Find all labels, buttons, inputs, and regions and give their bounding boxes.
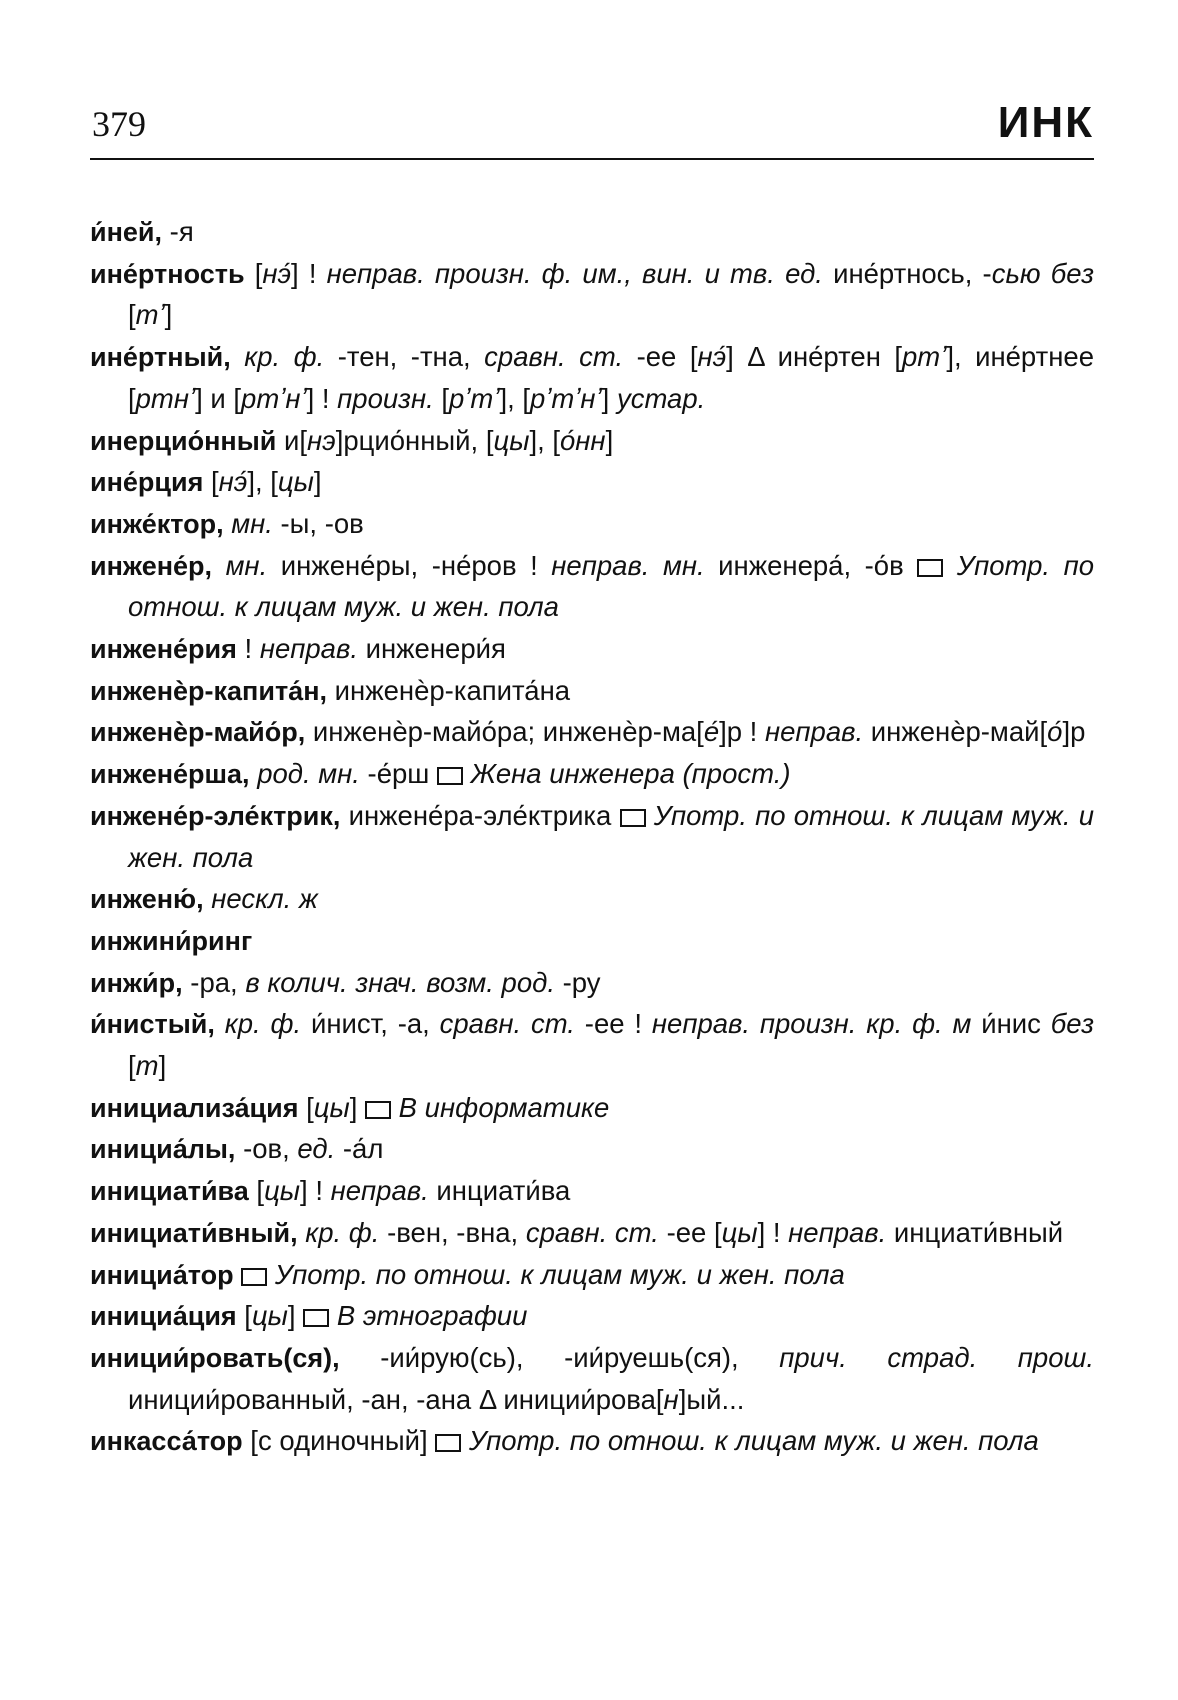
entry-headword: ине́рция [90, 467, 204, 498]
entry-note: мн. [231, 507, 273, 539]
dictionary-entry [90, 504, 1094, 546]
dictionary-entry [90, 337, 1094, 420]
entry-note: сравн. ст. [484, 341, 624, 373]
dictionary-entry [90, 963, 1094, 1005]
entry-text: ] ! [291, 257, 327, 289]
entry-note: сравн. ст. [525, 1216, 659, 1248]
entry-note: цы [277, 466, 314, 498]
entry-text: инженѐр-майо́ра; инженѐр-ма[ [305, 716, 704, 748]
dictionary-entry [90, 1338, 1094, 1421]
running-head: ИНК [997, 98, 1094, 147]
entry-text: и́нис [971, 1008, 1051, 1040]
entry-text: ] [601, 382, 617, 414]
entry-text: -е́рш [359, 758, 437, 790]
entry-text: [ [203, 466, 219, 498]
entry-headword: инкасса́тор [90, 1426, 243, 1457]
entry-note: неправ. [259, 633, 358, 665]
entry-text: -ее [ [623, 341, 698, 373]
entry-note: неправ. произн. кр. ф. м [651, 1008, 972, 1040]
entry-note: сравн. ст. [439, 1008, 575, 1040]
entry-note: нескл. ж [211, 883, 318, 915]
entry-text [231, 341, 244, 372]
dictionary-entry [90, 629, 1094, 671]
entry-text: инжене́ры, -не́ров ! [267, 549, 552, 581]
entry-note: род. мн. [257, 758, 360, 790]
entry-note: нэ́ [697, 341, 727, 373]
usage-box-icon [303, 1309, 329, 1327]
entry-note: н [663, 1383, 679, 1415]
entry-text: ]ый... [678, 1383, 745, 1415]
entry-note: В информатике [398, 1091, 610, 1123]
entry-text [329, 1300, 337, 1331]
entry-text [212, 550, 226, 581]
entry-note: цы [313, 1091, 350, 1123]
entry-text: -я [162, 216, 194, 247]
dictionary-entry [90, 546, 1094, 629]
dictionary-entry [90, 712, 1094, 754]
usage-box-icon [435, 1434, 461, 1452]
entry-text: инциати́вный [886, 1216, 1064, 1248]
entry-text [943, 550, 957, 581]
entry-note: цы [264, 1175, 301, 1207]
entry-text: -а́л [335, 1133, 384, 1165]
dictionary-entry [90, 921, 1094, 963]
entry-note: В этнографии [336, 1300, 528, 1332]
entry-note: кр. ф. [244, 341, 325, 373]
entry-text: -ии́рую(сь), -ии́руешь(ся), [339, 1341, 780, 1373]
entry-headword: инициати́вный, [90, 1217, 298, 1248]
entry-note: ртʼнʼ [241, 382, 307, 414]
dictionary-entry [90, 754, 1094, 796]
dictionary-entry [90, 1088, 1094, 1130]
entry-note: неправ. произн. ф. им., вин. и тв. ед. [326, 257, 823, 289]
entry-text: ] [287, 1300, 304, 1332]
entry-text [391, 1092, 399, 1123]
entry-headword: инжене́рша, [90, 759, 250, 790]
dictionary-entry [90, 796, 1094, 879]
entry-text: ] [158, 1050, 167, 1082]
entry-headword: инерцио́нный [90, 425, 277, 456]
entry-note: Употр. по отнош. к лицам муж. и жен. пола [128, 549, 1094, 623]
usage-box-icon [365, 1101, 391, 1119]
dictionary-entries [90, 212, 1094, 1463]
entry-headword: и́нистый, [90, 1009, 215, 1040]
usage-box-icon [437, 767, 463, 785]
dictionary-entry [90, 212, 1094, 254]
entry-text: ] ! [300, 1175, 331, 1207]
entry-note: произн. [337, 382, 434, 414]
entry-note: неправ. мн. [551, 549, 705, 581]
dictionary-entry [90, 254, 1094, 337]
entry-headword: инжи́р, [90, 967, 183, 998]
entry-text: ]рцио́нный, [ [335, 424, 494, 456]
entry-headword: иниции́ровать(ся), [90, 1342, 340, 1373]
entry-note: ртнʼ [135, 382, 196, 414]
entry-text: инженѐр-май[ [863, 716, 1048, 748]
entry-text: ], [ [247, 466, 278, 498]
entry-note: нэ́ [262, 257, 292, 289]
entry-note: цы [493, 424, 530, 456]
entry-text: иниции́рованный, -ан, -ана Δ иниции́рова[ [128, 1383, 664, 1415]
entry-text: [с одиночный] [242, 1425, 436, 1457]
entry-text: инжене́ра-эле́ктрика [340, 799, 620, 831]
entry-headword: инжене́р, [90, 550, 213, 581]
entry-note: в колич. знач. возм. род. [245, 966, 555, 998]
dictionary-entry [90, 1004, 1094, 1087]
entry-note: кр. ф. [305, 1216, 380, 1248]
entry-text [234, 1259, 242, 1290]
entry-headword: инжини́ринг [90, 925, 253, 956]
entry-text: -ы, -ов [272, 507, 364, 539]
entry-note: нэ́ [218, 466, 248, 498]
entry-text: [ [433, 382, 450, 414]
entry-note: сью без [991, 257, 1095, 289]
entry-note: рʼтʼнʼ [530, 382, 602, 414]
usage-box-icon [620, 809, 646, 827]
entry-text: [ [128, 1050, 136, 1082]
entry-headword: инженѐр-майо́р, [90, 717, 306, 748]
entry-text: [ [298, 1091, 314, 1123]
entry-note: рʼтʼ [449, 382, 500, 414]
entry-text: инженѐр-капита́на [327, 674, 571, 706]
entry-note: цы [721, 1216, 758, 1248]
dictionary-entry [90, 671, 1094, 713]
entry-note: неправ. [764, 716, 864, 748]
entry-note: устар. [616, 382, 706, 414]
entry-note: о́ [1047, 716, 1063, 748]
entry-text: ]р ! [719, 716, 765, 748]
entry-headword: инициа́лы, [90, 1134, 236, 1165]
entry-text: инженери́я [357, 633, 506, 665]
entry-headword: и́ней, [90, 217, 163, 247]
entry-note: о́нн [560, 424, 606, 456]
entry-note: ед. [297, 1133, 336, 1165]
dictionary-entry [90, 1129, 1094, 1171]
entry-text: ] [349, 1091, 366, 1123]
dictionary-entry [90, 1421, 1094, 1463]
entry-note: тʼ [135, 299, 165, 331]
entry-note: мн. [225, 549, 268, 581]
entry-text: [ [128, 299, 136, 331]
dictionary-entry [90, 421, 1094, 463]
entry-note: Употр. по отнош. к лицам муж. и жен. пола [128, 799, 1094, 873]
dictionary-entry [90, 1255, 1094, 1297]
dictionary-entry [90, 1171, 1094, 1213]
usage-box-icon [241, 1268, 267, 1286]
entry-note: ртʼ [902, 341, 947, 373]
entry-text [463, 758, 471, 789]
header-rule [90, 158, 1094, 160]
dictionary-entry [90, 879, 1094, 921]
entry-text: -тен, -тна, [324, 341, 485, 373]
dictionary-entry [90, 1213, 1094, 1255]
entry-note: неправ. [330, 1175, 429, 1207]
entry-text: ] [605, 424, 614, 456]
entry-text: ине́ртнось, - [822, 257, 992, 289]
entry-note: неправ. [788, 1216, 887, 1248]
entry-note: нэ [307, 424, 336, 456]
entry-text: ] ! [757, 1216, 789, 1248]
page-number: 379 [92, 104, 146, 144]
entry-text [267, 1259, 275, 1290]
entry-note: т [135, 1050, 159, 1082]
dictionary-entry [90, 1296, 1094, 1338]
entry-headword: инициати́ва [90, 1176, 249, 1207]
entry-note: Употр. по отнош. к лицам муж. и жен. пола [468, 1425, 1039, 1457]
entry-text: ], [ [499, 382, 530, 414]
entry-text: ] и [ [195, 382, 242, 414]
entry-note: Употр. по отнош. к лицам муж. и жен. пола [274, 1258, 845, 1290]
entry-note: е́ [703, 716, 720, 748]
entry-text: [ [244, 257, 263, 289]
entry-headword: инициализа́ция [90, 1092, 299, 1123]
entry-text: и́нист, -а, [301, 1008, 440, 1040]
entry-text: [ [248, 1175, 265, 1207]
entry-headword: инженѐр-капита́н, [90, 675, 328, 706]
entry-text: инженера́, -о́в [704, 549, 918, 581]
entry-text: -ру [554, 966, 601, 998]
entry-text: -ее [ [658, 1216, 722, 1248]
entry-text: ! [236, 633, 260, 665]
entry-text: ] Δ ине́ртен [ [726, 341, 903, 373]
entry-note: Жена инженера (прост.) [470, 758, 791, 790]
entry-text: ] [313, 466, 322, 498]
entry-headword: инициа́ция [90, 1301, 237, 1332]
entry-text: ] [164, 299, 173, 331]
entry-text: ], ине́ртнее [ [128, 341, 1094, 414]
entry-text [646, 800, 654, 831]
entry-text: [ [236, 1300, 252, 1332]
entry-text [215, 1008, 225, 1039]
entry-text: ], [ [529, 424, 560, 456]
entry-text: -ее ! [574, 1008, 652, 1040]
entry-note: прич. страд. прош. [779, 1341, 1094, 1373]
entry-text: ] ! [306, 382, 338, 414]
entry-note: кр. ф. [224, 1008, 302, 1040]
entry-text: и[ [276, 424, 308, 456]
entry-headword: инжене́р-эле́ктрик, [90, 800, 341, 831]
usage-box-icon [917, 559, 943, 577]
entry-text: -ра, [182, 966, 246, 998]
entry-headword: инже́ктор, [90, 508, 224, 539]
entry-text: ]р [1062, 716, 1086, 748]
entry-text: -ов, [235, 1133, 298, 1165]
entry-text [461, 1425, 469, 1456]
entry-headword: инженю́, [90, 884, 204, 915]
entry-note: без [1050, 1008, 1094, 1040]
entry-headword: ине́ртный, [90, 342, 231, 373]
entry-text: -вен, -вна, [379, 1216, 526, 1248]
entry-headword: инжене́рия [90, 634, 237, 665]
entry-headword: ине́ртность [90, 258, 245, 289]
dictionary-entry [90, 462, 1094, 504]
entry-text: инциати́ва [428, 1175, 571, 1207]
entry-note: цы [251, 1300, 288, 1332]
entry-headword: инициа́тор [90, 1259, 234, 1290]
